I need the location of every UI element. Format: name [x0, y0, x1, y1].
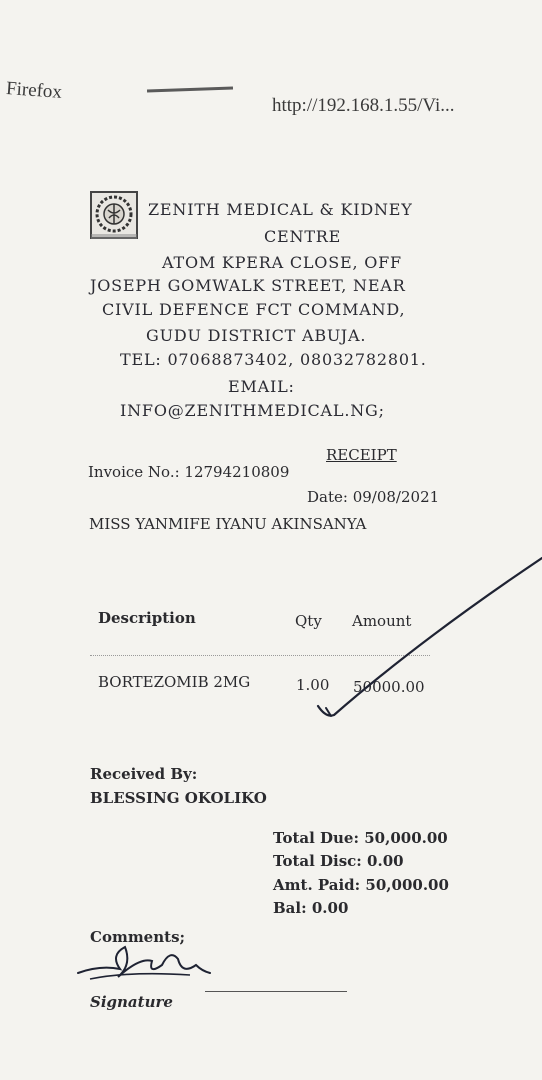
item-qty: 1.00: [296, 676, 330, 694]
clinic-address-line2: JOSEPH GOMWALK STREET, NEAR: [90, 276, 406, 295]
handwritten-signature: [70, 935, 220, 995]
balance: Bal: 0.00: [273, 899, 349, 917]
signature-label: Signature: [90, 993, 173, 1011]
clinic-address-line1: ATOM KPERA CLOSE, OFF: [162, 253, 402, 272]
clinic-email-label: EMAIL:: [228, 377, 295, 396]
total-disc: Total Disc: 0.00: [273, 852, 404, 870]
clinic-email: INFO@ZENITHMEDICAL.NG;: [120, 401, 385, 420]
receipt-date: Date: 09/08/2021: [307, 488, 440, 506]
browser-app-name: Firefox: [5, 78, 63, 103]
invoice-number: Invoice No.: 12794210809: [88, 463, 290, 481]
clinic-name-line2: CENTRE: [264, 227, 342, 246]
receipt-title: RECEIPT: [326, 446, 397, 464]
clinic-address-line4: GUDU DISTRICT ABUJA.: [146, 326, 367, 345]
browser-url: http://192.168.1.55/Vi...: [272, 95, 455, 116]
total-due: Total Due: 50,000.00: [273, 829, 448, 847]
signature-line: [205, 991, 347, 992]
received-by-label: Received By:: [90, 765, 198, 783]
clinic-address-line3: CIVIL DEFENCE FCT COMMAND,: [102, 300, 406, 319]
col-header-description: Description: [98, 609, 196, 627]
patient-name: MISS YANMIFE IYANU AKINSANYA: [89, 515, 367, 533]
item-description: BORTEZOMIB 2MG: [98, 673, 251, 691]
clinic-tel: TEL: 07068873402, 08032782801.: [120, 350, 427, 369]
received-by-name: BLESSING OKOLIKO: [90, 789, 267, 807]
col-header-qty: Qty: [295, 612, 322, 630]
amount-paid: Amt. Paid: 50,000.00: [273, 876, 449, 894]
col-header-amount: Amount: [352, 612, 412, 630]
comments-label: Comments;: [90, 928, 186, 946]
item-amount: 50000.00: [353, 678, 425, 696]
clinic-name-line1: ZENITH MEDICAL & KIDNEY: [148, 200, 413, 219]
